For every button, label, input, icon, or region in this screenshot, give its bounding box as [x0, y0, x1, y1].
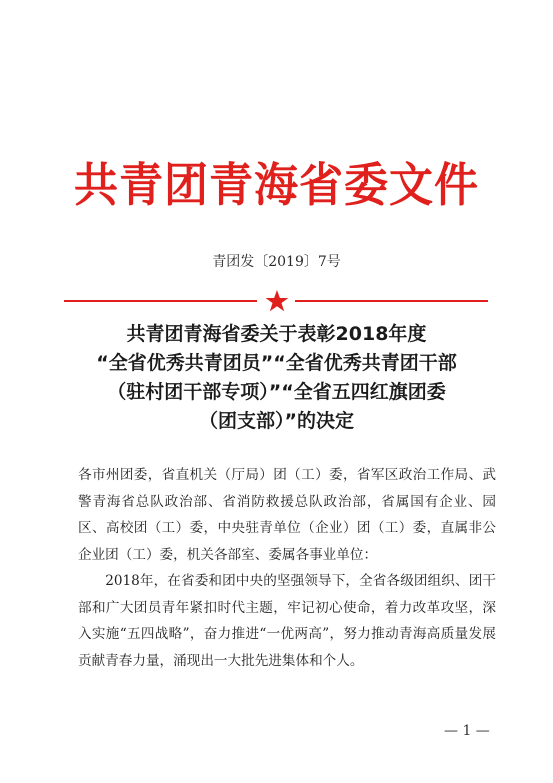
decision-title-line: （团支部）”的决定 [199, 410, 354, 432]
divider-line-right [295, 300, 488, 302]
decision-title [40, 320, 513, 436]
divider-line-left [64, 300, 257, 302]
document-number: 青团发〔2019〕7号 [212, 254, 341, 270]
addressee-paragraph: 各市州团委，省直机关（厅局）团（工）委，省军区政治工作局、武警青海省总队政治部、省消防救援总队政治部，省属国有企业、园区、高校团（工）委，中央驻青单位（企业）团（工）委，直属非公企业团（工）委，机关各部室、委属各事业单位： [78, 467, 496, 563]
decision-title-line: “全省优秀共青团员”“全省优秀共青团干部 [96, 352, 457, 374]
decision-title-line: 共青团青海省委关于表彰2018年度 [126, 323, 427, 345]
decision-title-line: （驻村团干部专项）”“全省五四红旗团委 [107, 381, 446, 403]
red-divider [64, 289, 488, 313]
body-paragraph: 2018年，在省委和团中央的坚强领导下，全省各级团组织、团干部和广大团员青年紧扣时代主题，牢记初心使命，着力改革攻坚，深入实施“五四战略”，奋力推进“一优两高”，努力推动青海高质量发展贡献青春力量，涌现出一大批先进集体和个人。 [78, 573, 496, 669]
document-header-title: 共青团青海省委文件 [74, 158, 479, 213]
document-body [78, 462, 496, 674]
star-icon [265, 289, 289, 313]
page-number: — 1 — [444, 723, 490, 739]
